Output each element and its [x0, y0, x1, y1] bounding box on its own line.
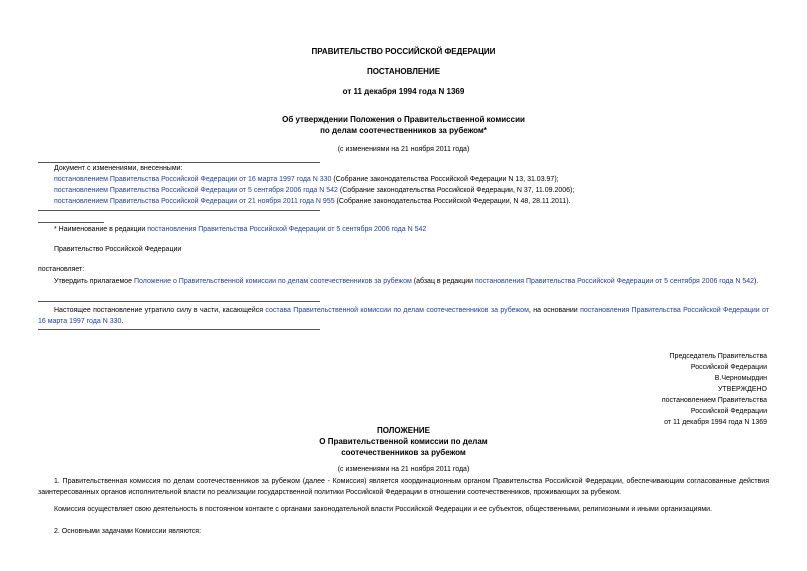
regulation-paragraph-1: 1. Правительственная комиссия по делам соотечественников за рубежом (далее - Комиссия) является координационным органом Правительства Российской Федерации, обеспечивающим согласованные действия заинтересованных органов исполнительной власти по реализации государственной политики Российской Федерации в отношении соотечественников, проживающих за рубежом.	[38, 478, 769, 496]
change-link[interactable]: постановлением Правительства Российской Федерации от 5 сентября 2006 года N 542	[54, 187, 338, 194]
approved-date: от 11 декабря 1994 года N 1369	[664, 419, 767, 426]
regulation-link[interactable]: Положение о Правительственной комиссии по делам соотечественников за рубежом	[134, 278, 412, 285]
document-title-line-1: Об утверждении Положения о Правительственной комиссии	[282, 115, 525, 124]
changes-intro: Документ с изменениями, внесенными:	[54, 165, 183, 172]
change-link[interactable]: постановлением Правительства Российской Федерации от 21 ноября 2011 года N 955	[54, 198, 335, 205]
divider	[38, 162, 320, 163]
header-decree: ПОСТАНОВЛЕНИЕ	[366, 67, 441, 76]
regulation-subtitle-2: соотечественников за рубежом	[341, 448, 466, 457]
changes-item: постановлением Правительства Российской Федерации от 5 сентября 2006 года N 542 (Собрание законодательства Российской Федерации, N 37, 11.09.2006);	[54, 187, 575, 194]
basis-link[interactable]: постановления Правительства Российской Федерации от 16 марта 1997 года N 330	[38, 307, 770, 325]
signature-country: Российской Федерации	[690, 364, 767, 371]
footnote-divider	[38, 222, 104, 223]
document-title-line-2: по делам соотечественников за рубежом*	[320, 126, 487, 135]
composition-link[interactable]: состава Правительственной комиссии по делам соотечественников за рубежом	[265, 307, 529, 314]
decides-text: постановляет:	[38, 266, 85, 273]
edition-link[interactable]: постановления Правительства Российской Федерации от 5 сентября 2006 года N 542	[475, 278, 755, 285]
approved-country: Российской Федерации	[690, 408, 767, 415]
signature-position: Председатель Правительства	[669, 353, 767, 360]
header-date: от 11 декабря 1994 года N 1369	[342, 87, 465, 96]
signature-name: В.Черномырдин	[714, 375, 767, 382]
divider	[38, 301, 320, 302]
divider	[38, 329, 320, 330]
regulation-title: ПОЛОЖЕНИЕ	[377, 426, 430, 435]
footnote: * Наименование в редакции постановления Правительства Российской Федерации от 5 сентября 2006 года N 542	[54, 226, 427, 233]
footnote-link[interactable]: постановления Правительства Российской Федерации от 5 сентября 2006 года N 542	[147, 226, 427, 233]
approved-label: УТВЕРЖДЕНО	[717, 386, 767, 393]
paragraph-approve: Утвердить прилагаемое Положение о Правительственной комиссии по делам соотечественников за рубежом (абзац в редакции постановления Правительства Российской Федерации от 5 сентября 2006 года N 542).	[54, 278, 759, 285]
paragraph-repealed: Настоящее постановление утратило силу в части, касающейся состава Правительственной комиссии по делам соотечественников за рубежом, на основании постановления Правительства Российской Федерации от 16 марта 1997 года N 330.	[38, 307, 770, 325]
regulation-paragraph-3: 2. Основными задачами Комиссии являются:	[54, 528, 202, 535]
header-government: ПРАВИТЕЛЬСТВО РОССИЙСКОЙ ФЕДЕРАЦИИ	[311, 47, 496, 56]
divider	[38, 210, 320, 211]
changes-item: постановлением Правительства Российской Федерации от 16 марта 1997 года N 330 (Собрание законодательства Российской Федерации N 13, 31.03.97);	[54, 176, 559, 183]
government-name: Правительство Российской Федерации	[54, 246, 182, 253]
regulation-subtitle-1: О Правительственной комиссии по делам	[319, 437, 488, 446]
change-link[interactable]: постановлением Правительства Российской Федерации от 16 марта 1997 года N 330	[54, 176, 332, 183]
regulation-amendment: (с изменениями на 21 ноября 2011 года)	[337, 466, 470, 473]
approved-by: постановлением Правительства	[661, 397, 767, 404]
regulation-paragraph-2: Комиссия осуществляет свою деятельность в постоянном контакте с органами законодательной власти Российской Федерации и ее субъектов, общественными, религиозными и иными организациями.	[54, 506, 713, 513]
amendment-note: (с изменениями на 21 ноября 2011 года)	[337, 146, 470, 153]
changes-item: постановлением Правительства Российской Федерации от 21 ноября 2011 года N 955 (Собрание законодательства Российской Федерации, N 48, 28.11.2011).	[54, 198, 571, 205]
